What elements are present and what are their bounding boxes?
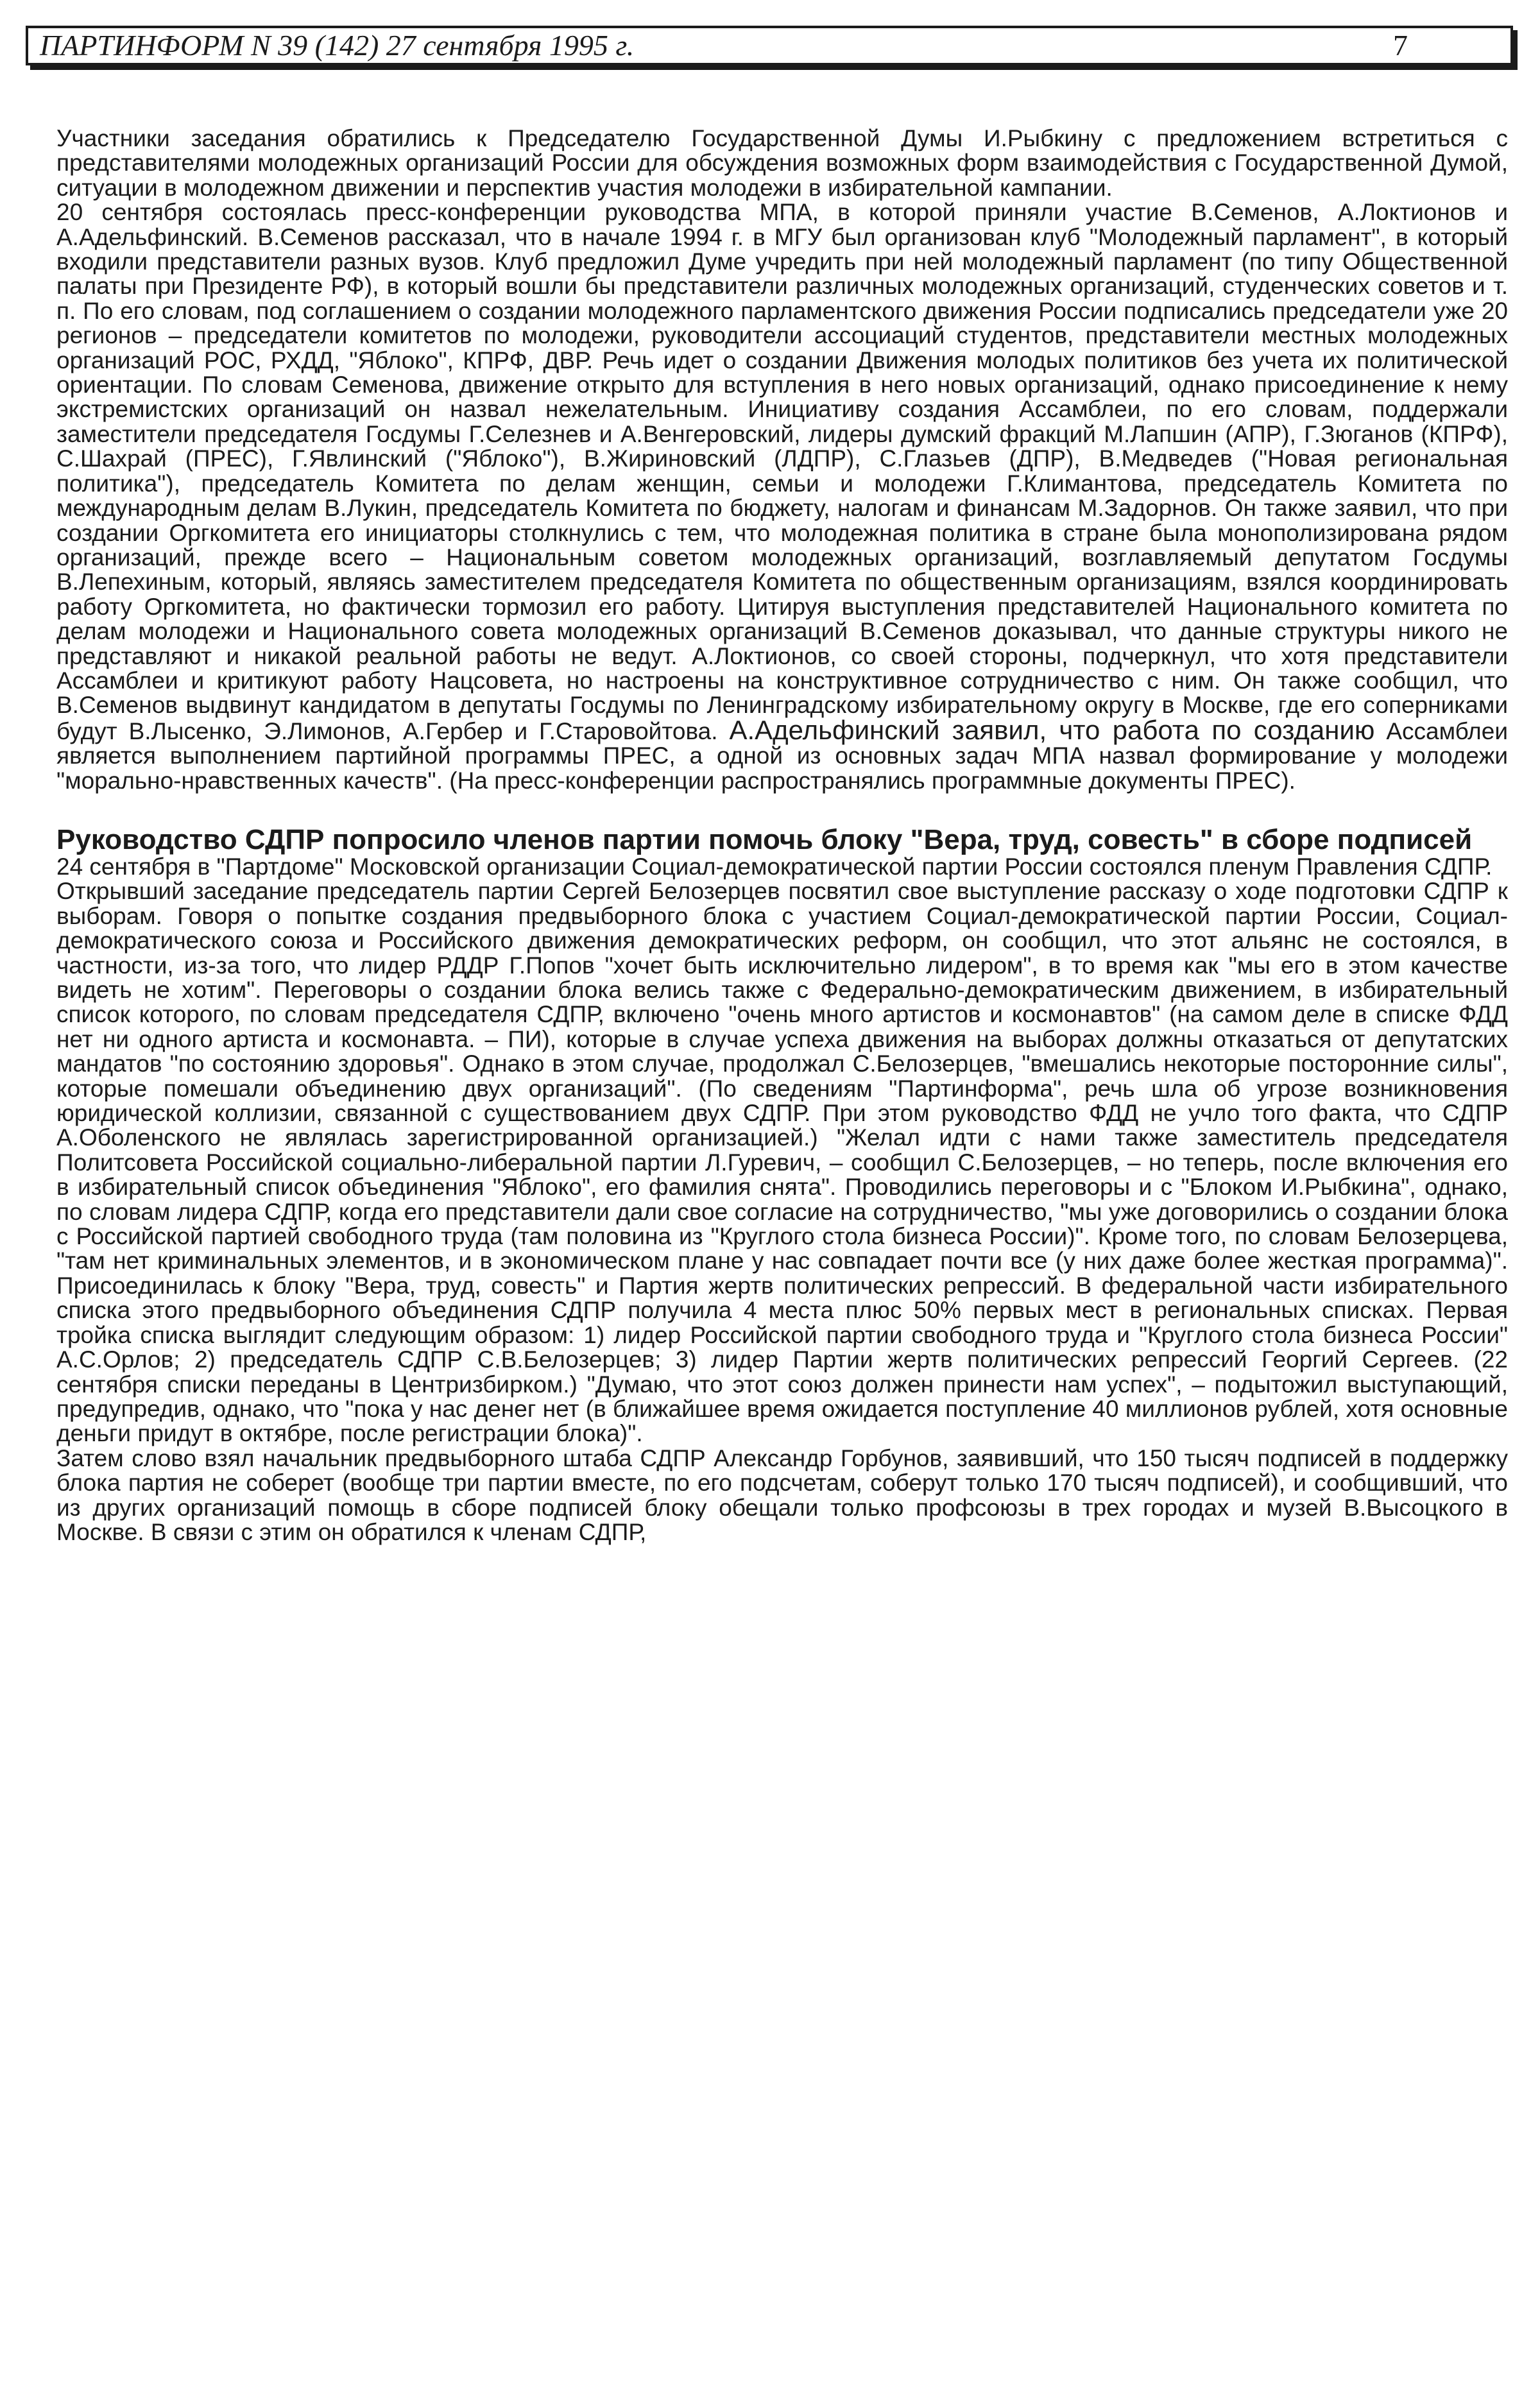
article1-paragraph-2-tail: Ассамблеи является выполнением партийной программы ПРЕС, а одной из основных задач МПА назвал формирование у молодежи "морально-нравственных качеств". (На пресс-конференции распространялись программные документы ПРЕС). xyxy=(56,717,1508,794)
article1-paragraph-1: Участники заседания обратились к Председателю Государственной Думы И.Рыбкину с предложением встретиться с представителями молодежных организаций России для обсуждения возможных форм взаимодействия с Государственной Думой, ситуации в молодежном движении и перспектив участия молодежи в избирательной кампании. xyxy=(56,125,1508,201)
article-body xyxy=(56,126,1508,1545)
article2-paragraph-2: Открывший заседание председатель партии Сергей Белозерцев посвятил свое выступление рассказу о ходе подготовки СДПР к выборам. Говоря о попытке создания предвыборного блока с участием Социал-демократической партии России, Социал-демократического союза и Российского движения демократических реформ, он сообщил, что этот альянс не состоялся, в частности, из-за того, что лидер РДДР Г.Попов "хочет быть исключительно лидером", в то время как "мы его в этом качестве видеть не хотим". Переговоры о создании блока велись также с Федерально-демократическим движением, в избирательный список которого, по словам председателя СДПР, включено "очень много артистов и космонавтов" (на самом деле в списке ФДД нет ни одного артиста и космонавта. – ПИ), которые в случае успеха движения на выборах должны отказаться от депутатских мандатов "по состоянию здоровья". Однако в этом случае, продолжал С.Белозерцев, "вмешались некоторые посторонние силы", которые помешали объединению двух организаций". (По сведениям "Партинформа", речь шла об угрозе возникновения юридической коллизии, связанной с существованием двух СДПР. При этом руководство ФДД не учло того факта, что СДПР А.Оболенского не являлась зарегистрированной организацией.) "Желал идти с нами также заместитель председателя Политсовета Российской социально-либеральной партии Л.Гуревич, – сообщил С.Белозерцев, – но теперь, после включения его в избирательный список объединения "Яблоко", его фамилия снята". Проводились переговоры и с "Блоком И.Рыбкина", однако, по словам лидера СДПР, когда его представители дали свое согласие на сотрудничество, "мы уже договорились о создании блока с Российской партией свободного труда (там половина из "Круглого стола бизнеса России)". Кроме того, по словам Белозерцева, "там нет криминальных элементов, и в экономическом плане у нас совпадает почти все (у них даже более жесткая программа)". Присоединилась к блоку "Вера, труд, совесть" и Партия жертв политических репрессий. В федеральной части избирательного списка этого предвыборного объединения СДПР получила 4 места плюс 50% первых мест в региональных списках. Первая тройка списка выглядит следующим образом: 1) лидер Российской партии свободного труда и "Круглого стола бизнеса России" А.С.Орлов; 2) председатель СДПР С.В.Белозерцев; 3) лидер Партии жертв политических репрессий Георгий Сергеев. (22 сентября списки переданы в Центризбирком.) "Думаю, что этот союз должен принести нам успех", – подытожил выступающий, предупредив, однако, что "пока у нас денег нет (в ближайшее время ожидается поступление 40 миллионов рублей, хотя основные деньги придут в октябре, после регистрации блока)". xyxy=(56,878,1508,1447)
article1-paragraph-2 xyxy=(56,200,1508,793)
page-number: 7 xyxy=(1393,29,1408,62)
publication-title: ПАРТИНФОРМ N 39 (142) 27 сентября 1995 г. xyxy=(40,29,635,62)
page-header xyxy=(26,26,1513,65)
article2-paragraph-1: 24 сентября в "Партдоме" Московской организации Социал-демократической партии России состоялся пленум Правления СДПР. xyxy=(56,853,1493,880)
article1-paragraph-2-text: 20 сентября состоялась пресс-конференции руководства МПА, в которой приняли участие В.Семенов, А.Локтионов и А.Адельфинский. В.Семенов рассказал, что в начале 1994 г. в МГУ был организован клуб "Молодежный парламент", в который входили представители разных вузов. Клуб предложил Думе учредить при ней молодежный парламент (по типу Общественной палаты при Президенте РФ), в который вошли бы представители различных молодежных организаций, студенческих советов и т. п. По его словам, под соглашением о создании молодежного парламентского движения России подписались председатели уже 20 регионов – председатели комитетов по молодежи, руководители ассоциаций студентов, представители местных молодежных организаций РОС, РХДД, "Яблоко", КПРФ, ДВР. Речь идет о создании Движения молодых политиков без учета их политической ориентации. По словам Семенова, движение открыто для вступления в него новых организаций, однако присоединение к нему экстремистских организаций он назвал нежелательным. Инициативу создания Ассамблеи, по его словам, поддержали заместители председателя Госдумы Г.Селезнев и А.Венгеровский, лидеры думский фракций М.Лапшин (АПР), Г.Зюганов (КПРФ), С.Шахрай (ПРЕС), Г.Явлинский ("Яблоко"), В.Жириновский (ЛДПР), С.Глазьев (ДПР), В.Медведев ("Новая региональная политика"), председатель Комитета по делам женщин, семьи и молодежи Г.Климантова, председатель Комитета по международным делам В.Лукин, председатель Комитета по бюджету, налогам и финансам М.Задорнов. Он также заявил, что при создании Оргкомитета его инициаторы столкнулись с тем, что молодежная политика в стране была монополизирована рядом организаций, прежде всего – Национальным советом молодежных организаций, возглавляемый депутатом Госдумы В.Лепехиным, который, являясь заместителем председателя Комитета по общественным организациям, взялся координировать работу Оргкомитета, но фактически тормозил его работу. Цитируя выступления представителей Национального комитета по делам молодежи и Национального совета молодежных организаций В.Семенов доказывал, что данные структуры никого не представляют и никакой реальной работы не ведут. А.Локтионов, со своей стороны, подчеркнул, что хотя представители Ассамблеи и критикуют работу Нацсовета, но настроены на конструктивное сотрудничество с ним. Он также сообщил, что В.Семенов выдвинут кандидатом в депутаты Госдумы по Ленинградскому избирательному округу в Москве, где его соперниками будут В.Лысенко, Э.Лимонов, А.Гербер и Г.Старовойтова. xyxy=(56,199,1508,744)
article2-headline: Руководство СДПР попросило членов партии помочь блоку "Вера, труд, совесть" в сборе подписей xyxy=(56,823,1473,855)
article2-paragraph-3: Затем слово взял начальник предвыборного штаба СДПР Александр Горбунов, заявивший, что 150 тысяч подписей в поддержку блока партия не соберет (вообще три партии вместе, по его подсчетам, соберут только 170 тысяч подписей), и сообщивший, что из других организаций помощь в сборе подписей блоку обещали только профсоюзы в трех городах и музей В.Высоцкого в Москве. В связи с этим он обратился к членам СДПР, xyxy=(56,1444,1508,1545)
article1-emphasis: А.Адельфинский заявил, что работа по созданию xyxy=(729,714,1375,745)
